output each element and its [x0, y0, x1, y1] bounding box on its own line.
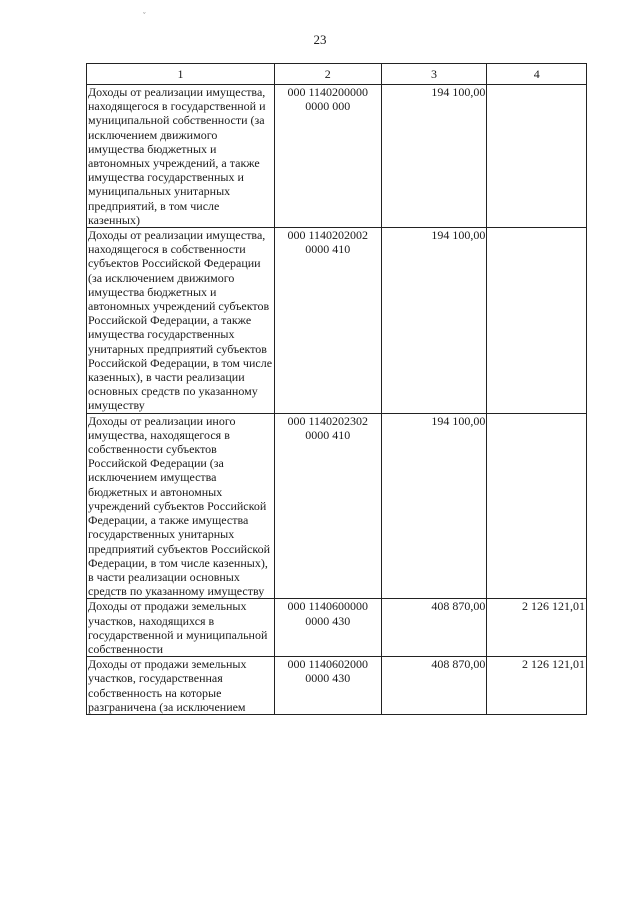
- table-row: [87, 599, 587, 657]
- row-code-line-1: 000 1140202002: [287, 228, 369, 243]
- header-col-3: 3: [381, 64, 487, 85]
- header-col-2: 2: [274, 64, 381, 85]
- row-code: [274, 228, 381, 414]
- row-name: Доходы от продажи земельных участков, находящихся в государственной и муниципальной собственности: [87, 599, 275, 657]
- row-code-line-2: 0000 430: [305, 671, 351, 686]
- row-col3-value: 194 100,00: [381, 85, 487, 228]
- row-name: Доходы от реализации иного имущества, находящегося в собственности субъектов Российской Федерации (за исключением имущества бюджетных и автономных учреждений субъектов Российской Федерации, а также имущества государственных унитарных предприятий субъектов Российской Федерации, в том числе казенных), в части реализации основных средств по указанному имуществу: [87, 413, 275, 599]
- row-code-line-2: 0000 410: [305, 242, 351, 257]
- row-code: [274, 413, 381, 599]
- header-col-1: 1: [87, 64, 275, 85]
- row-code: [274, 657, 381, 715]
- header-col-4: 4: [487, 64, 587, 85]
- row-name: Доходы от реализации имущества, находящегося в собственности субъектов Российской Федерации (за исключением движимого имущества бюджетных и автономных учреждений субъектов Российской Федерации, а также имущества государственных унитарных предприятий субъектов Российской Федерации, в том числе казенных), в части реализации основных средств по указанному имуществу: [87, 228, 275, 414]
- row-code-line-2: 0000 410: [305, 427, 351, 442]
- row-col3-value: 194 100,00: [381, 413, 487, 599]
- row-name: Доходы от реализации имущества, находящегося в государственной и муниципальной собственности (за исключением движимого имущества бюджетных и автономных учреждений, а также имущества государственных и муниципальных унитарных предприятий, в том числе казенных): [87, 85, 275, 228]
- row-col4-value: 2 126 121,01: [487, 599, 587, 657]
- header-row: [87, 64, 587, 85]
- page-number: 23: [313, 32, 327, 47]
- table-body: [87, 85, 587, 715]
- table-row: [87, 657, 587, 715]
- scan-speck: ˇ: [143, 11, 146, 20]
- table-row: [87, 85, 587, 228]
- row-code-line-1: 000 1140200000: [287, 85, 369, 99]
- row-code-line-2: 0000 430: [305, 613, 351, 628]
- row-code-line-2: 0000 000: [305, 99, 351, 114]
- row-col3-value: 194 100,00: [381, 228, 487, 414]
- table-row: [87, 228, 587, 414]
- row-code-line-1: 000 1140600000: [287, 599, 369, 614]
- table-row: [87, 413, 587, 599]
- row-col3-value: 408 870,00: [381, 657, 487, 715]
- budget-table: [86, 63, 587, 715]
- row-code: [274, 599, 381, 657]
- row-code-line-1: 000 1140602000: [287, 657, 369, 672]
- row-col4-value: [487, 413, 587, 599]
- row-name: Доходы от продажи земельных участков, государственная собственность на которые разграничена (за исключением: [87, 657, 275, 715]
- table-header: [87, 64, 587, 85]
- row-col4-value: [487, 85, 587, 228]
- row-code: [274, 85, 381, 228]
- row-col3-value: 408 870,00: [381, 599, 487, 657]
- row-col4-value: 2 126 121,01: [487, 657, 587, 715]
- row-code-line-1: 000 1140202302: [287, 413, 369, 428]
- row-col4-value: [487, 228, 587, 414]
